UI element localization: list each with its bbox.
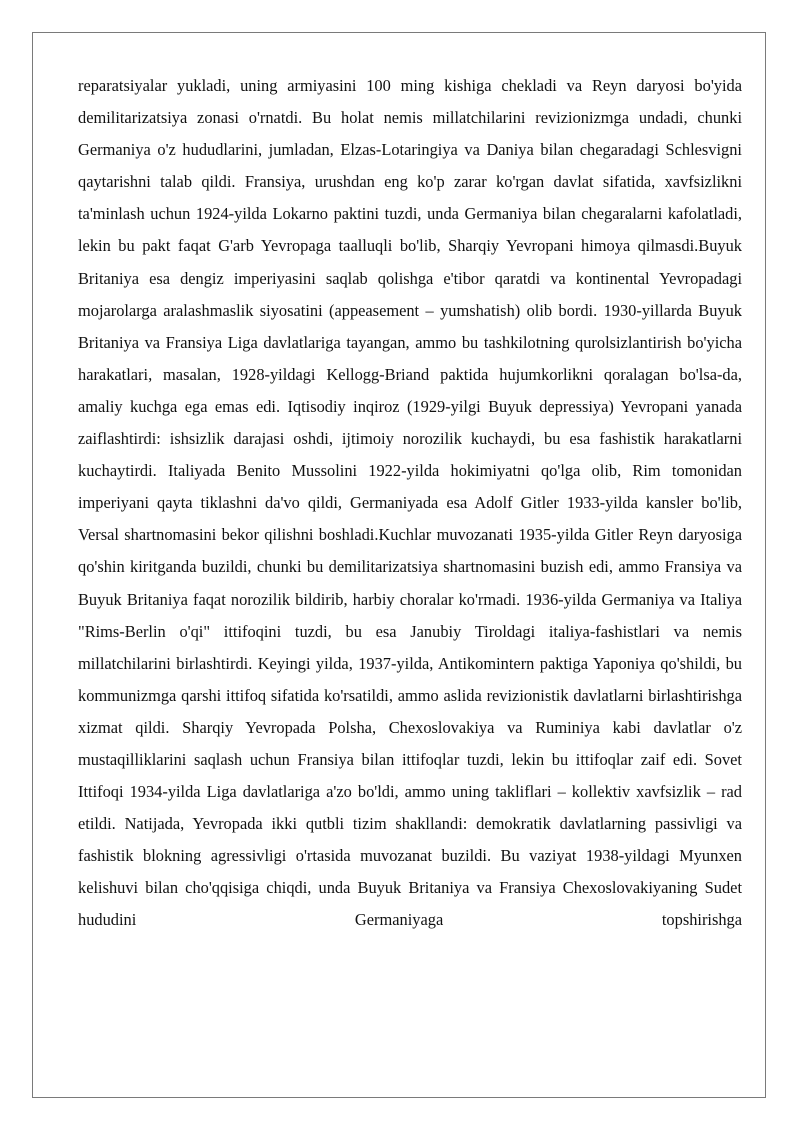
body-paragraph: reparatsiyalar yukladi, uning armiyasini 100 ming kishiga chekladi va Reyn daryosi bo'yida demilitarizatsiya zonasi o'rnatdi. Bu holat nemis millatchilarini revizionizmga undadi, chunki Germaniya o'z hududlarini, jumladan, Elzas-Lotaringiya va Daniya bilan chegaradagi Schlesvigni qaytarishni talab qildi. Fransiya, urushdan eng ko'p zarar ko'rgan davlat sifatida, xavfsizlikni ta'minlash uchun 1924-yilda Lokarno paktini tuzdi, unda Germaniya bilan chegaralarni kafolatladi, lekin bu pakt faqat G'arb Yevropaga taalluqli bo'lib, Sharqiy Yevropani himoya qilmasdi.Buyuk Britaniya esa dengiz imperiyasini saqlab qolishga e'tibor qaratdi va kontinental Yevropadagi mojarolarga aralashmaslik siyosatini (appeasement – yumshatish) olib bordi. 1930-yillarda Buyuk Britaniya va Fransiya Liga davlatlariga tayangan, ammo bu tashkilotning qurolsizlantirish bo'yicha harakatlari, masalan, 1928-yildagi Kellogg-Briand paktida hujumkorlikni qoralagan bo'lsa-da, amaliy kuchga ega emas edi. Iqtisodiy inqiroz (1929-yilgi Buyuk depressiya) Yevropani yanada zaiflashtirdi: ishsizlik darajasi oshdi, ijtimoiy norozilik kuchaydi, bu esa fashistik harakatlarni kuchaytirdi. Italiyada Benito Mussolini 1922-yilda hokimiyatni qo'lga olib, Rim tomonidan imperiyani qayta tiklashni da'vo qildi, Germaniyada esa Adolf Gitler 1933-yilda kansler bo'lib, Versal shartnomasini bekor qilishni boshladi.Kuchlar muvozanati 1935-yilda Gitler Reyn daryosiga qo'shin kiritganda buzildi, chunki bu demilitarizatsiya shartnomasini buzish edi, ammo Fransiya va Buyuk Britaniya faqat norozilik bildirib, harbiy choralar ko'rmadi. 1936-yilda Germaniya va Italiya "Rims-Berlin o'qi" ittifoqini tuzdi, bu esa Janubiy Tiroldagi italiya-fashistlari va nemis millatchilarini birlashtirdi. Keyingi yilda, 1937-yilda, Antikomintern paktiga Yaponiya qo'shildi, bu kommunizmga qarshi ittifoq sifatida ko'rsatildi, ammo aslida revizionistik davlatlarni birlashtirishga xizmat qildi. Sharqiy Yevropada Polsha, Chexoslovakiya va Ruminiya kabi davlatlar o'z mustaqilliklarini saqlash uchun Fransiya bilan ittifoqlar tuzdi, lekin bu ittifoqlar zaif edi. Sovet Ittifoqi 1934-yilda Liga davlatlariga a'zo bo'ldi, ammo uning takliflari – kollektiv xavfsizlik – rad etildi. Natijada, Yevropada ikki qutbli tizim shakllandi: demokratik davlatlarning passivligi va fashistik blokning agressivligi o'rtasida muvozanat buzildi. Bu vaziyat 1938-yildagi Myunxen kelishuvi bilan cho'qqisiga chiqdi, unda Buyuk Britaniya va Fransiya Chexoslovakiyaning Sudet hududini Germaniyaga topshirishga xyxy=(78,76,742,930)
